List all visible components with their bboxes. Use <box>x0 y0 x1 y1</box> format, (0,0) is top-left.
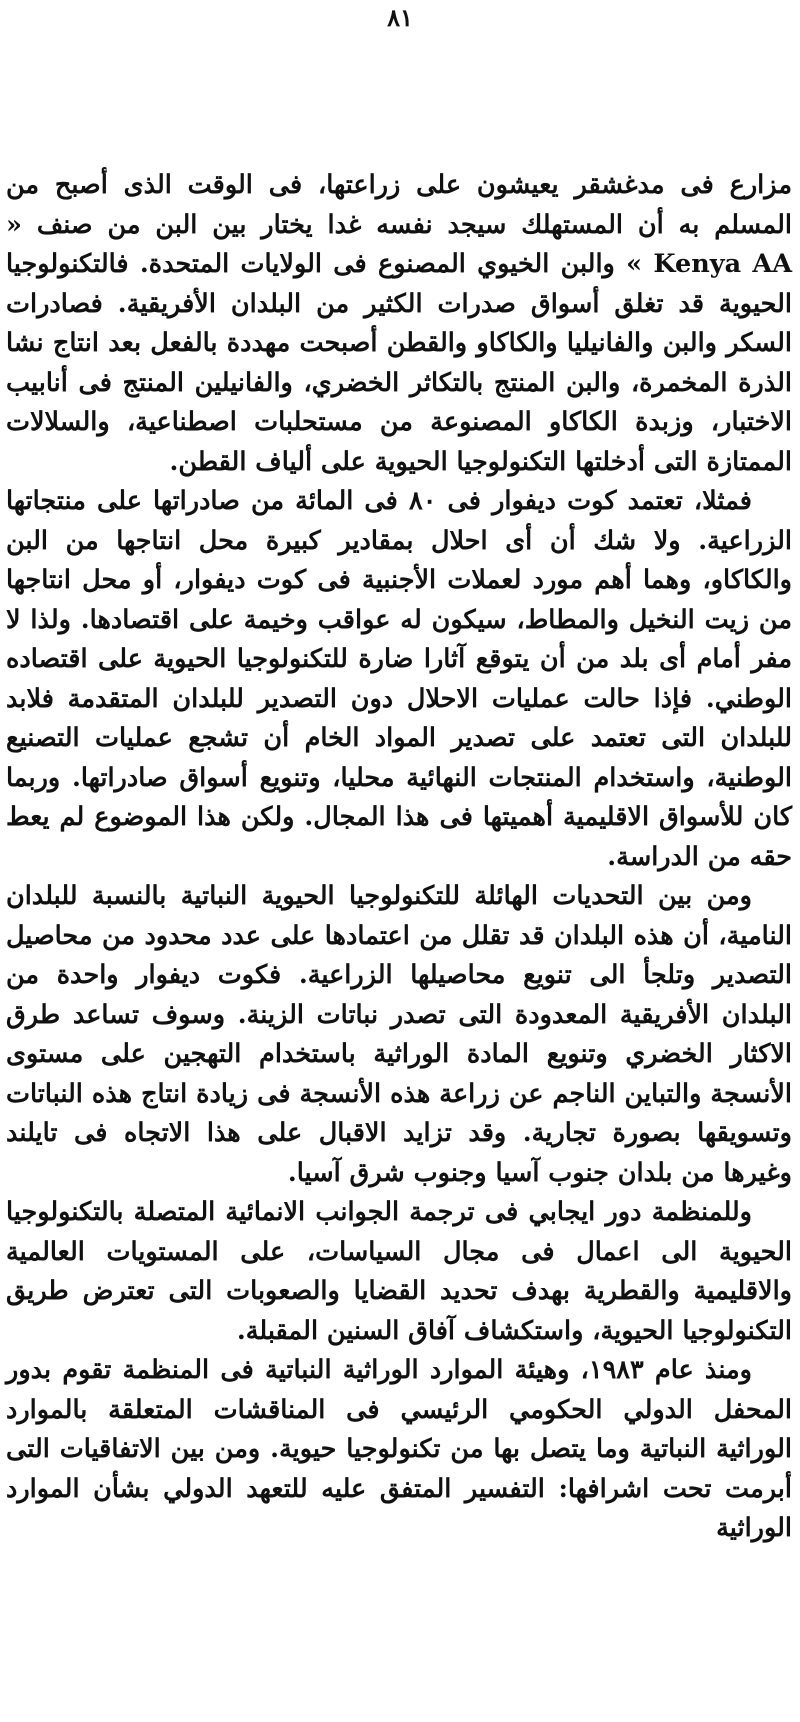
paragraph-2: فمثلا، تعتمد كوت ديفوار فى ٨٠ فى المائة من صادراتها على منتجاتها الزراعية. ولا شك أن أى احلال بمقادير كبيرة محل انتاجها من البن والكاكاو، وهما أهم مورد لعملات الأجنبية فى كوت ديفوار، أو محل انتاجها من زيت النخيل والمطاط، سيكون له عواقب وخيمة على اقتصادها. ولذا لا مفر أمام أى بلد من أن يتوقع آثارا ضارة للتكنولوجيا الحيوية على اقتصاده الوطني. فإذا حالت عمليات الاحلال دون التصدير للبلدان المتقدمة فلابد للبلدان التى تعتمد على تصدير المواد الخام أن تشجع عمليات التصنيع الوطنية، واستخدام المنتجات النهائية محليا، وتنويع أسواق صادراتها. وربما كان للأسواق الاقليمية أهميتها فى هذا المجال. ولكن هذا الموضوع لم يعط حقه من الدراسة. <box>6 486 792 872</box>
body-text <box>6 166 792 1549</box>
page-number: ٨١ <box>387 3 413 32</box>
paragraph-3: ومن بين التحديات الهائلة للتكنولوجيا الحيوية النباتية بالنسبة للبلدان النامية، أن هذه البلدان قد تقلل من اعتمادها على عدد محدود من محاصيل التصدير وتلجأ الى تنويع محاصيلها الزراعية. فكوت ديفوار واحدة من البلدان الأفريقية المعدودة التى تصدر نباتات الزينة. وسوف تساعد طرق الاكثار الخضري وتنويع المادة الوراثية باستخدام التهجين على مستوى الأنسجة والتباين الناجم عن زراعة هذه الأنسجة فى زيادة انتاج هذه النباتات وتسويقها بصورة تجارية. وقد تزايد الاقبال على هذا الاتجاه فى تايلند وغيرها من بلدان جنوب آسيا وجنوب شرق آسيا. <box>6 881 792 1188</box>
paragraph-5: ومنذ عام ١٩٨٣، وهيئة الموارد الوراثية النباتية فى المنظمة تقوم بدور المحفل الدولي الحكومي الرئيسي فى المناقشات المتعلقة بالموارد الوراثية النباتية وما يتصل بها من تكنولوجيا حيوية. ومن بين الاتفاقيات التى أبرمت تحت اشرافها: التفسير المتفق عليه للتعهد الدولي بشأن الموارد الوراثية <box>6 1355 792 1543</box>
paragraph-4: وللمنظمة دور ايجابي فى ترجمة الجوانب الانمائية المتصلة بالتكنولوجيا الحيوية الى اعمال فى مجال السياسات، على المستويات العالمية والاقليمية والقطرية بهدف تحديد القضايا والصعوبات التى تعترض طريق التكنولوجيا الحيوية، واستكشاف آفاق السنين المقبلة. <box>6 1197 792 1346</box>
paragraph-1: مزارع فى مدغشقر يعيشون على زراعتها، فى الوقت الذى أصبح من المسلم به أن المستهلك سيجد نفسه غدا يختار بين البن من صنف « Kenya AA » والبن الخيوي المصنوع فى الولايات المتحدة. فالتكنولوجيا الحيوية قد تغلق أسواق صدرات الكثير من البلدان الأفريقية. فصادرات السكر والبن والفانيليا والكاكاو والقطن أصبحت مهددة بالفعل بعد انتاج نشا الذرة المخمرة، والبن المنتج بالتكاثر الخضري، والفانيلين المنتج فى أنابيب الاختبار، وزبدة الكاكاو المصنوعة من مستحلبات اصطناعية، والسلالات الممتازة التى أدخلتها التكنولوجيا الحيوية على ألياف القطن. <box>6 170 792 477</box>
